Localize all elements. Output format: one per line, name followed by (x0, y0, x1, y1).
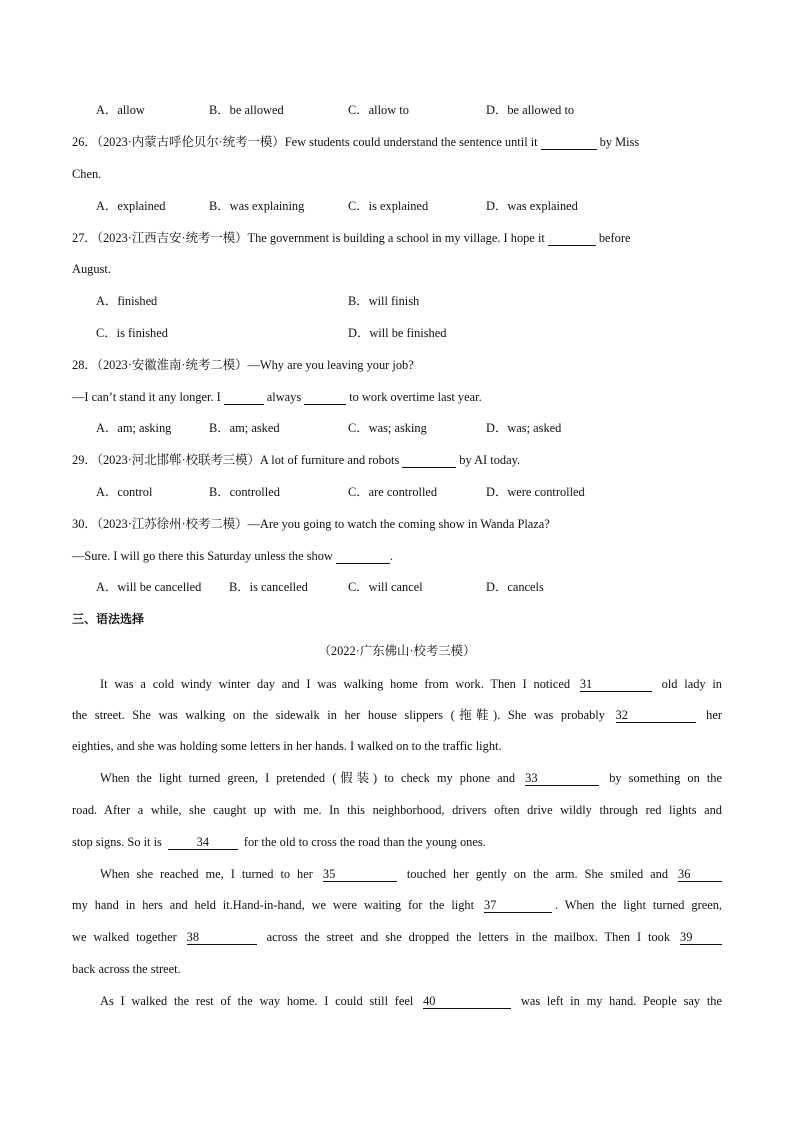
passage-p2-line2 (72, 802, 722, 818)
passage-text: her (706, 708, 722, 722)
blank-31[interactable]: 31 (580, 678, 652, 692)
blank-39[interactable]: 39 (680, 931, 722, 945)
q26-stem-tail: by Miss (599, 135, 640, 149)
q28-stem: 28．（2023·安徽淮南·统考二模）—Why are you leaving your job? (72, 358, 414, 372)
q29-stem-tail: by AI today. (459, 453, 521, 467)
q25-option-c[interactable]: C．allow to (348, 103, 409, 117)
blank-32[interactable]: 32 (616, 709, 696, 723)
passage-p3-line1 (100, 866, 722, 882)
q29-option-a[interactable]: A．control (96, 485, 153, 499)
blank-36[interactable]: 36 (678, 868, 722, 882)
q26-option-b[interactable]: B．was explaining (209, 199, 305, 213)
q28-blank-2[interactable] (304, 391, 346, 405)
passage-p1-line3: eighties, and she was holding some letters in her hands. I walked on to the traffic light. (72, 739, 502, 753)
passage-p3-line4: back across the street. (72, 962, 181, 976)
q27-blank[interactable] (548, 232, 596, 246)
q26-stem-cont: Chen. (72, 167, 102, 181)
passage-text: When the light turned green, I pretended (假装) to check my phone and (100, 771, 516, 785)
q25-option-a[interactable]: A．allow (96, 103, 145, 117)
passage-p1-line2 (72, 707, 722, 723)
q25-option-b[interactable]: B．be allowed (209, 103, 284, 117)
q29-stem (72, 452, 520, 468)
q29-option-c[interactable]: C．are controlled (348, 485, 438, 499)
q27-option-c[interactable]: C．is finished (96, 326, 168, 340)
passage-p1-line1 (100, 676, 722, 692)
q30-option-d[interactable]: D．cancels (486, 580, 544, 594)
q28-option-d[interactable]: D．was; asked (486, 421, 562, 435)
q30-option-a[interactable]: A．will be cancelled (96, 580, 202, 594)
q28-option-a[interactable]: A．am; asking (96, 421, 172, 435)
passage-source: （2022·广东佛山·校考三模） (318, 644, 476, 658)
passage-text: old lady in (661, 677, 723, 691)
q27-option-a[interactable]: A．finished (96, 294, 158, 308)
passage-text: road. After a while, she caught up with me. In this neighborhood, drivers often drive wildly through red lights and (72, 803, 722, 817)
q26-option-a[interactable]: A．explained (96, 199, 166, 213)
q26-option-c[interactable]: C．is explained (348, 199, 429, 213)
q29-blank[interactable] (402, 454, 456, 468)
q28-blank-1[interactable] (224, 391, 264, 405)
blank-38[interactable]: 38 (187, 931, 257, 945)
blank-33[interactable]: 33 (525, 772, 599, 786)
q30-option-c[interactable]: C．will cancel (348, 580, 423, 594)
passage-text: we walked together (72, 930, 177, 944)
q28-text-3: to work overtime last year. (349, 390, 482, 404)
passage-text: When she reached me, I turned to her (100, 867, 313, 881)
passage-text: . When the light turned green, (554, 898, 722, 912)
passage-text: It was a cold windy winter day and I was walking home from work. Then I noticed (100, 677, 571, 691)
q28-option-c[interactable]: C．was; asking (348, 421, 427, 435)
passage-text: stop signs. So it is (72, 835, 162, 849)
blank-37[interactable]: 37 (484, 899, 552, 913)
q27-option-b[interactable]: B．will finish (348, 294, 420, 308)
q28-option-b[interactable]: B．am; asked (209, 421, 280, 435)
passage-p3-line3 (72, 929, 722, 945)
q27-option-d[interactable]: D．will be finished (348, 326, 447, 340)
q30-stem: 30．（2023·江苏徐州·校考二模）—Are you going to watch the coming show in Wanda Plaza? (72, 517, 550, 531)
passage-text: touched her gently on the arm. She smiled and (406, 867, 669, 881)
q29-option-b[interactable]: B．controlled (209, 485, 280, 499)
passage-text: for the old to cross the road than the young ones. (243, 835, 486, 849)
q27-stem-text: 27．（2023·江西吉安·统考一模）The government is building a school in my village. I hope it (72, 231, 545, 245)
passage-text: was left in my hand. People say the (520, 994, 722, 1008)
passage-p4-line1 (100, 993, 722, 1009)
q28-dialogue (72, 389, 482, 405)
section-heading: 三、语法选择 (72, 612, 145, 626)
passage-text: my hand in hers and held it.Hand-in-hand, we were waiting for the light (72, 898, 475, 912)
q27-stem-cont: August. (72, 262, 111, 276)
q26-stem (72, 134, 639, 150)
q30-text-1: —Sure. I will go there this Saturday unless the show (72, 549, 333, 563)
blank-40[interactable]: 40 (423, 995, 511, 1009)
q30-text-2: . (389, 549, 393, 563)
q28-text-2: always (266, 390, 302, 404)
q30-option-b[interactable]: B．is cancelled (229, 580, 308, 594)
blank-35[interactable]: 35 (323, 868, 397, 882)
q28-text-1: —I can’t stand it any longer. I (72, 390, 221, 404)
passage-p2-line1 (100, 770, 722, 786)
q27-stem (72, 230, 631, 246)
q26-option-d[interactable]: D．was explained (486, 199, 578, 213)
blank-34[interactable]: 34 (168, 836, 238, 850)
q25-option-d[interactable]: D．be allowed to (486, 103, 575, 117)
q27-stem-tail: before (598, 231, 631, 245)
q30-blank[interactable] (336, 550, 390, 564)
q29-option-d[interactable]: D．were controlled (486, 485, 585, 499)
q26-blank[interactable] (541, 136, 597, 150)
q30-dialogue (72, 548, 393, 564)
passage-p3-line2 (72, 897, 722, 913)
passage-p2-line3 (72, 834, 486, 850)
q29-stem-text: 29．（2023·河北邯郸·校联考三模）A lot of furniture and robots (72, 453, 400, 467)
passage-text: the street. She was walking on the sidewalk in her house slippers (拖鞋). She was probably (72, 708, 605, 722)
passage-text: across the street and she dropped the letters in the mailbox. Then I took (266, 930, 671, 944)
passage-text: As I walked the rest of the way home. I could still feel (100, 994, 414, 1008)
q26-stem-text: 26．（2023·内蒙古呼伦贝尔·统考一模）Few students could understand the sentence until it (72, 135, 538, 149)
passage-text: by something on the (609, 771, 722, 785)
